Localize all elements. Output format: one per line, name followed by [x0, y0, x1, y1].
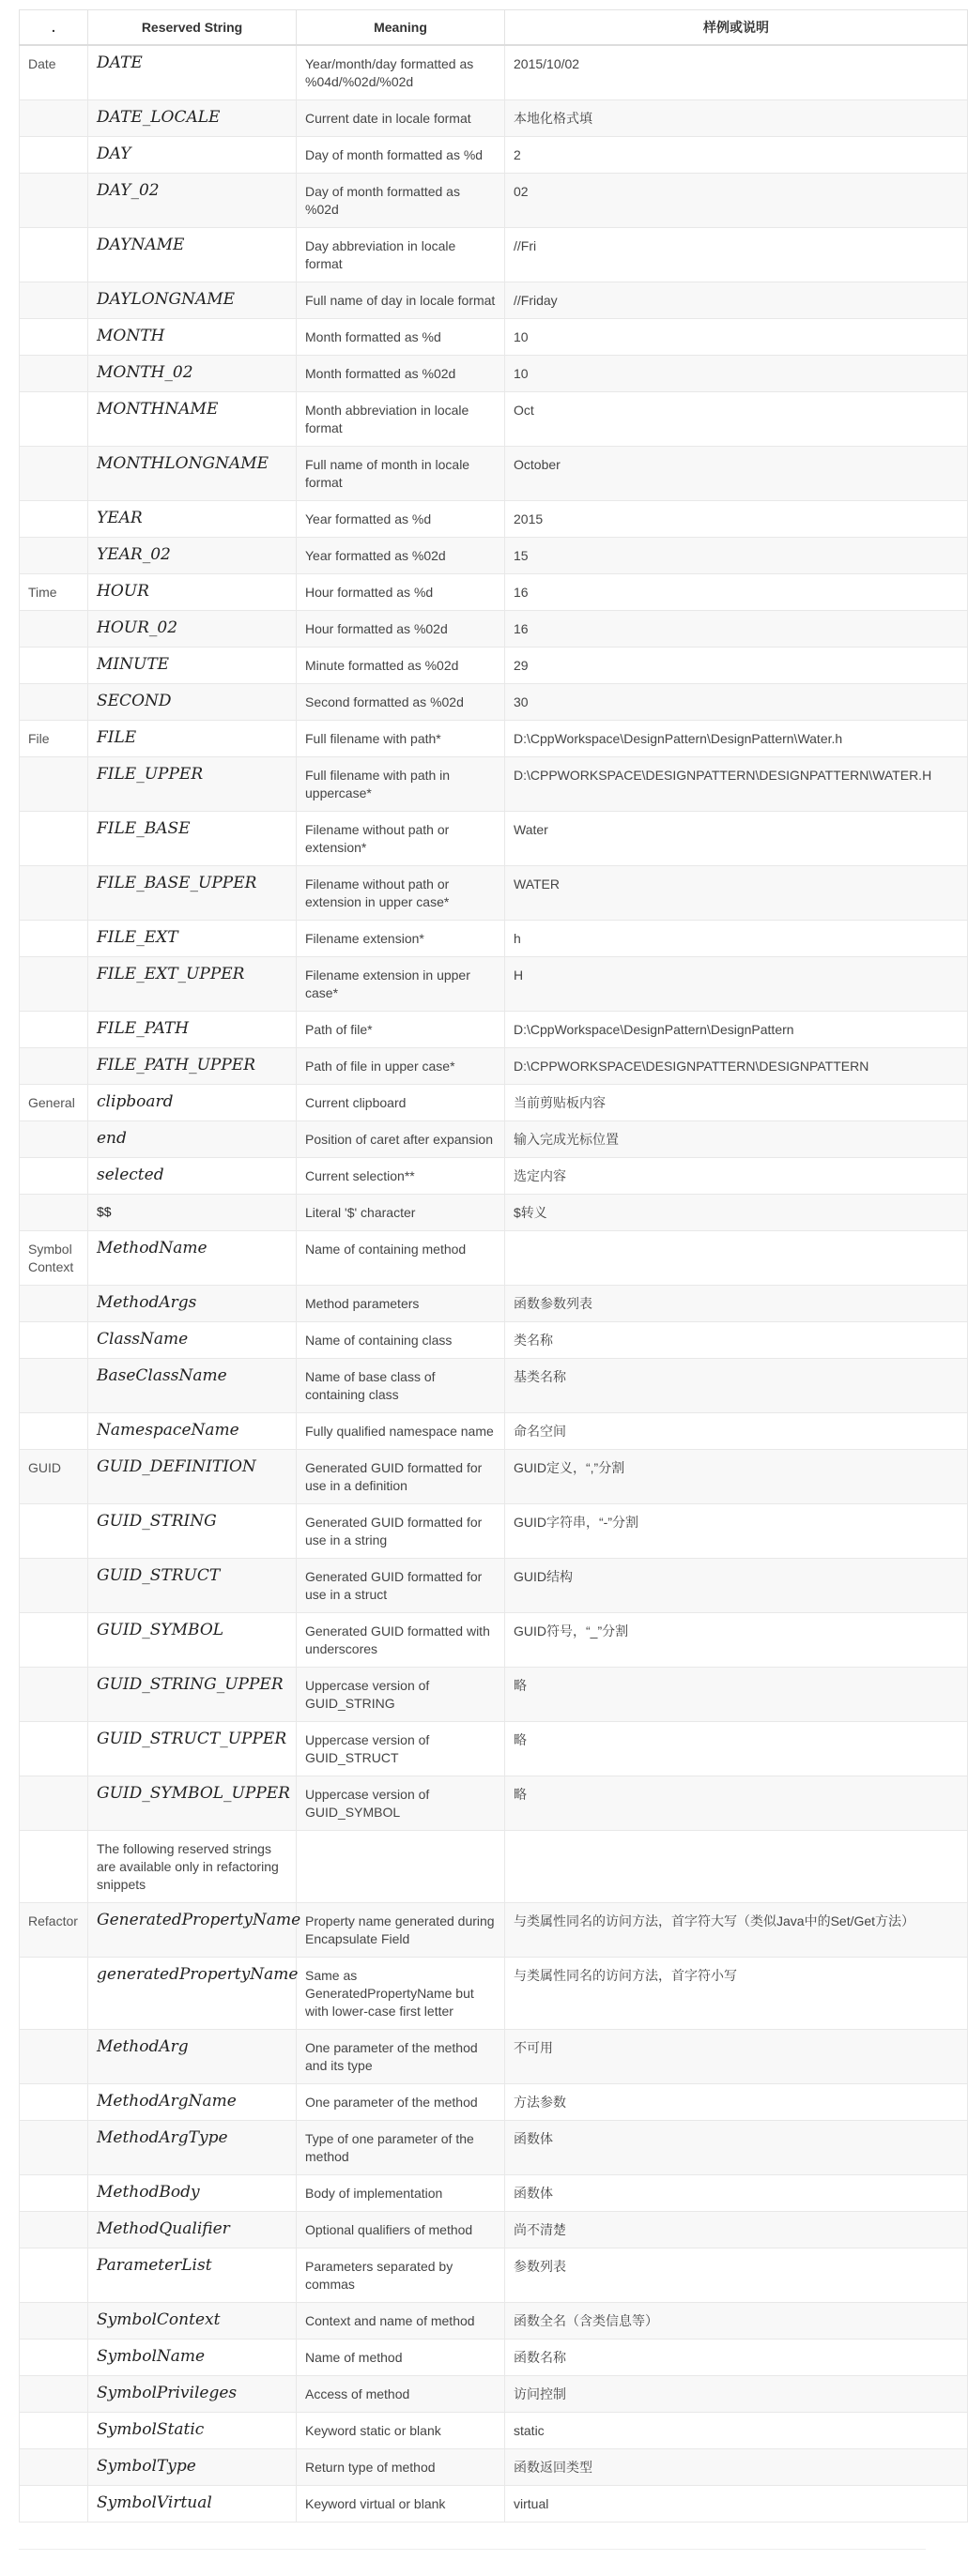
meaning-text: Literal '$' character [297, 1195, 505, 1231]
table-row [20, 319, 968, 356]
meaning-text: Return type of method [297, 2449, 505, 2486]
example-text: Water [505, 812, 968, 866]
row-category [20, 1668, 88, 1722]
meaning-text: Full name of day in locale format [297, 282, 505, 319]
table-row [20, 2212, 968, 2248]
reserved-string-name: MONTHNAME [88, 392, 297, 447]
reserved-string-name: FILE_PATH_UPPER [88, 1048, 297, 1085]
example-text: 函数名称 [505, 2340, 968, 2376]
header-category: . [20, 10, 88, 46]
meaning-text: Filename without path or extension* [297, 812, 505, 866]
example-text: 基类名称 [505, 1359, 968, 1413]
row-category [20, 1559, 88, 1613]
table-row [20, 574, 968, 611]
table-row [20, 392, 968, 447]
header-example: 样例或说明 [505, 10, 968, 46]
meaning-text: Full filename with path in uppercase* [297, 757, 505, 812]
meaning-text: Access of method [297, 2376, 505, 2413]
example-text: 略 [505, 1722, 968, 1776]
row-category [20, 2413, 88, 2449]
example-text: 函数体 [505, 2175, 968, 2212]
example-text: //Fri [505, 228, 968, 282]
reserved-string-name: GUID_STRING [88, 1504, 297, 1559]
example-text: 2015 [505, 501, 968, 538]
meaning-text: Filename extension* [297, 921, 505, 957]
example-text: 函数参数列表 [505, 1286, 968, 1322]
meaning-text: Second formatted as %02d [297, 684, 505, 721]
row-category [20, 1158, 88, 1195]
table-row [20, 2175, 968, 2212]
table-row [20, 1504, 968, 1559]
example-text: D:\CPPWORKSPACE\DESIGNPATTERN\DESIGNPATTERN [505, 1048, 968, 1085]
example-text: D:\CppWorkspace\DesignPattern\DesignPattern [505, 1012, 968, 1048]
table-row [20, 2030, 968, 2084]
row-category: File [20, 721, 88, 757]
reserved-string-name: MONTH_02 [88, 356, 297, 392]
example-text: Oct [505, 392, 968, 447]
meaning-text: Month formatted as %02d [297, 356, 505, 392]
reserved-string-name: end [88, 1121, 297, 1158]
meaning-text: Uppercase version of GUID_SYMBOL [297, 1776, 505, 1831]
table-row [20, 1722, 968, 1776]
example-text: 参数列表 [505, 2248, 968, 2303]
example-text: 命名空间 [505, 1413, 968, 1450]
table-row [20, 2449, 968, 2486]
reserved-string-name: FILE_EXT [88, 921, 297, 957]
table-row [20, 2303, 968, 2340]
table-row [20, 1413, 968, 1450]
meaning-text: Hour formatted as %d [297, 574, 505, 611]
example-text: GUID符号，“_”分割 [505, 1613, 968, 1668]
row-category [20, 2340, 88, 2376]
row-category [20, 2212, 88, 2248]
row-category [20, 319, 88, 356]
reserved-string-name: DAY_02 [88, 174, 297, 228]
meaning-text: Minute formatted as %02d [297, 648, 505, 684]
meaning-text: Parameters separated by commas [297, 2248, 505, 2303]
row-category [20, 2084, 88, 2121]
meaning-text: Uppercase version of GUID_STRING [297, 1668, 505, 1722]
meaning-text: Keyword static or blank [297, 2413, 505, 2449]
row-category [20, 447, 88, 501]
meaning-text: Current selection** [297, 1158, 505, 1195]
row-category [20, 228, 88, 282]
table-row [20, 1048, 968, 1085]
meaning-text: Full name of month in locale format [297, 447, 505, 501]
row-category [20, 684, 88, 721]
meaning-text: Body of implementation [297, 2175, 505, 2212]
example-text: 选定内容 [505, 1158, 968, 1195]
example-text: 10 [505, 319, 968, 356]
example-text: October [505, 447, 968, 501]
example-text: 函数返回类型 [505, 2449, 968, 2486]
reserved-string-name: HOUR_02 [88, 611, 297, 648]
reserved-string-name: ParameterList [88, 2248, 297, 2303]
table-row [20, 1158, 968, 1195]
example-text: GUID结构 [505, 1559, 968, 1613]
meaning-text: Keyword virtual or blank [297, 2486, 505, 2523]
row-category [20, 648, 88, 684]
meaning-text: Generated GUID formatted for use in a definition [297, 1450, 505, 1504]
example-text: 15 [505, 538, 968, 574]
row-category [20, 538, 88, 574]
meaning-text [297, 1831, 505, 1903]
table-row [20, 1012, 968, 1048]
reserved-string-name: FILE [88, 721, 297, 757]
reserved-string-name: SymbolType [88, 2449, 297, 2486]
row-category [20, 282, 88, 319]
table-row [20, 1613, 968, 1668]
example-text: GUID定义，“,”分割 [505, 1450, 968, 1504]
reserved-string-name: DATE_LOCALE [88, 100, 297, 137]
reserved-string-name: MethodArgType [88, 2121, 297, 2175]
table-row [20, 921, 968, 957]
table-row [20, 812, 968, 866]
reserved-string-name: GUID_STRUCT_UPPER [88, 1722, 297, 1776]
example-text: 与类属性同名的访问方法，首字符小写 [505, 1958, 968, 2030]
row-category [20, 1958, 88, 2030]
reserved-string-name: generatedPropertyName [88, 1958, 297, 2030]
table-row [20, 174, 968, 228]
table-row [20, 648, 968, 684]
reserved-string-name: SymbolVirtual [88, 2486, 297, 2523]
meaning-text: One parameter of the method [297, 2084, 505, 2121]
row-category [20, 757, 88, 812]
meaning-text: Fully qualified namespace name [297, 1413, 505, 1450]
meaning-text: Path of file* [297, 1012, 505, 1048]
table-row [20, 282, 968, 319]
meaning-text: Optional qualifiers of method [297, 2212, 505, 2248]
refactor-note: The following reserved strings are available only in refactoring snippets [88, 1831, 297, 1903]
row-category [20, 2175, 88, 2212]
meaning-text: Current clipboard [297, 1085, 505, 1121]
meaning-text: Generated GUID formatted for use in a struct [297, 1559, 505, 1613]
row-category [20, 957, 88, 1012]
example-text: 访问控制 [505, 2376, 968, 2413]
meaning-text: Same as GeneratedPropertyName but with lower-case first letter [297, 1958, 505, 2030]
meaning-text: Uppercase version of GUID_STRUCT [297, 1722, 505, 1776]
meaning-text: Month formatted as %d [297, 319, 505, 356]
row-category [20, 1359, 88, 1413]
table-row [20, 1559, 968, 1613]
table-row [20, 866, 968, 921]
row-category [20, 1413, 88, 1450]
example-text: $转义 [505, 1195, 968, 1231]
row-category [20, 174, 88, 228]
reserved-string-name: GUID_DEFINITION [88, 1450, 297, 1504]
example-text: virtual [505, 2486, 968, 2523]
row-category [20, 2376, 88, 2413]
row-category: Symbol Context [20, 1231, 88, 1286]
row-category [20, 2248, 88, 2303]
reserved-string-name: $$ [88, 1195, 297, 1231]
example-text: WATER [505, 866, 968, 921]
example-text: 2015/10/02 [505, 45, 968, 100]
reserved-string-name: clipboard [88, 1085, 297, 1121]
table-body [20, 45, 968, 2523]
row-category: General [20, 1085, 88, 1121]
table-row [20, 721, 968, 757]
table-row [20, 2248, 968, 2303]
example-text: //Friday [505, 282, 968, 319]
meaning-text: One parameter of the method and its type [297, 2030, 505, 2084]
header-meaning: Meaning [297, 10, 505, 46]
row-category [20, 2030, 88, 2084]
table-row [20, 45, 968, 100]
reserved-string-name: MINUTE [88, 648, 297, 684]
meaning-text: Path of file in upper case* [297, 1048, 505, 1085]
row-category [20, 100, 88, 137]
table-row [20, 228, 968, 282]
reserved-string-name: selected [88, 1158, 297, 1195]
table-row [20, 447, 968, 501]
table-row [20, 2486, 968, 2523]
example-text: 方法参数 [505, 2084, 968, 2121]
table-row [20, 1831, 968, 1903]
reserved-string-name: MethodBody [88, 2175, 297, 2212]
reserved-string-name: DAY [88, 137, 297, 174]
reserved-string-name: FILE_EXT_UPPER [88, 957, 297, 1012]
meaning-text: Context and name of method [297, 2303, 505, 2340]
table-row [20, 1668, 968, 1722]
meaning-text: Generated GUID formatted with underscores [297, 1613, 505, 1668]
row-category [20, 1776, 88, 1831]
table-row [20, 137, 968, 174]
reserved-string-name: GUID_SYMBOL [88, 1613, 297, 1668]
meaning-text: Current date in locale format [297, 100, 505, 137]
reserved-string-name: MethodArg [88, 2030, 297, 2084]
table-row [20, 356, 968, 392]
table-row [20, 2084, 968, 2121]
row-category [20, 501, 88, 538]
reserved-string-name: DAYLONGNAME [88, 282, 297, 319]
reserved-string-name: GeneratedPropertyName [88, 1903, 297, 1958]
header-reserved-string: Reserved String [88, 10, 297, 46]
row-category [20, 1504, 88, 1559]
reserved-string-name: MONTHLONGNAME [88, 447, 297, 501]
example-text: 类名称 [505, 1322, 968, 1359]
reserved-string-name: NamespaceName [88, 1413, 297, 1450]
table-row [20, 1776, 968, 1831]
example-text [505, 1231, 968, 1286]
reserved-string-name: FILE_PATH [88, 1012, 297, 1048]
row-category [20, 1195, 88, 1231]
table-row [20, 1450, 968, 1504]
example-text: 当前剪贴板内容 [505, 1085, 968, 1121]
row-category [20, 2121, 88, 2175]
row-category [20, 866, 88, 921]
example-text: 与类属性同名的访问方法，首字符大写（类似Java中的Set/Get方法） [505, 1903, 968, 1958]
row-category [20, 921, 88, 957]
reserved-string-name: MethodArgName [88, 2084, 297, 2121]
reserved-string-name: SymbolStatic [88, 2413, 297, 2449]
table-row [20, 757, 968, 812]
table-row [20, 538, 968, 574]
reserved-string-name: MethodArgs [88, 1286, 297, 1322]
example-text: GUID字符串，“-”分割 [505, 1504, 968, 1559]
reserved-string-name: GUID_STRING_UPPER [88, 1668, 297, 1722]
reserved-string-name: BaseClassName [88, 1359, 297, 1413]
table-row [20, 1903, 968, 1958]
table-row [20, 1286, 968, 1322]
meaning-text: Day abbreviation in locale format [297, 228, 505, 282]
meaning-text: Property name generated during Encapsulate Field [297, 1903, 505, 1958]
table-row [20, 2413, 968, 2449]
meaning-text: Name of containing class [297, 1322, 505, 1359]
reserved-string-name: GUID_SYMBOL_UPPER [88, 1776, 297, 1831]
row-category [20, 1121, 88, 1158]
row-category: Time [20, 574, 88, 611]
example-text: h [505, 921, 968, 957]
meaning-text: Name of containing method [297, 1231, 505, 1286]
table-row [20, 2376, 968, 2413]
table-row [20, 1195, 968, 1231]
reserved-string-name: SymbolName [88, 2340, 297, 2376]
reserved-strings-table [19, 9, 968, 2523]
meaning-text: Day of month formatted as %d [297, 137, 505, 174]
row-category: Refactor [20, 1903, 88, 1958]
example-text: 16 [505, 574, 968, 611]
example-text: H [505, 957, 968, 1012]
meaning-text: Year formatted as %02d [297, 538, 505, 574]
example-text: D:\CPPWORKSPACE\DESIGNPATTERN\DESIGNPATTERN\WATER.H [505, 757, 968, 812]
reserved-string-name: SymbolPrivileges [88, 2376, 297, 2413]
example-text: 30 [505, 684, 968, 721]
reserved-string-name: FILE_BASE [88, 812, 297, 866]
example-text: D:\CppWorkspace\DesignPattern\DesignPattern\Water.h [505, 721, 968, 757]
reserved-string-name: SymbolContext [88, 2303, 297, 2340]
example-text: 函数体 [505, 2121, 968, 2175]
table-row [20, 1231, 968, 1286]
reserved-string-name: SECOND [88, 684, 297, 721]
example-text: 02 [505, 174, 968, 228]
row-category [20, 812, 88, 866]
meaning-text: Generated GUID formatted for use in a string [297, 1504, 505, 1559]
meaning-text: Position of caret after expansion [297, 1121, 505, 1158]
row-category [20, 2486, 88, 2523]
table-row [20, 1958, 968, 2030]
row-category [20, 1286, 88, 1322]
row-category [20, 1012, 88, 1048]
row-category [20, 1613, 88, 1668]
reserved-string-name: FILE_BASE_UPPER [88, 866, 297, 921]
table-row [20, 501, 968, 538]
divider [19, 2549, 926, 2550]
example-text: 函数全名（含类信息等） [505, 2303, 968, 2340]
reserved-strings-table-container [19, 9, 932, 2512]
row-category: GUID [20, 1450, 88, 1504]
row-category [20, 1831, 88, 1903]
reserved-string-name: YEAR_02 [88, 538, 297, 574]
reserved-string-name: MONTH [88, 319, 297, 356]
table-header-row [20, 10, 968, 46]
example-text: 略 [505, 1668, 968, 1722]
table-row [20, 100, 968, 137]
table-row [20, 1121, 968, 1158]
example-text: 尚不清楚 [505, 2212, 968, 2248]
meaning-text: Filename extension in upper case* [297, 957, 505, 1012]
table-row [20, 1322, 968, 1359]
reserved-string-name: DAYNAME [88, 228, 297, 282]
row-category [20, 2303, 88, 2340]
example-text: static [505, 2413, 968, 2449]
reserved-string-name: YEAR [88, 501, 297, 538]
reserved-string-name: ClassName [88, 1322, 297, 1359]
table-row [20, 684, 968, 721]
table-row [20, 2121, 968, 2175]
meaning-text: Filename without path or extension in upper case* [297, 866, 505, 921]
example-text: 本地化格式填 [505, 100, 968, 137]
reserved-string-name: GUID_STRUCT [88, 1559, 297, 1613]
meaning-text: Name of base class of containing class [297, 1359, 505, 1413]
row-category [20, 611, 88, 648]
example-text: 输入完成光标位置 [505, 1121, 968, 1158]
reserved-string-name: FILE_UPPER [88, 757, 297, 812]
meaning-text: Name of method [297, 2340, 505, 2376]
meaning-text: Year formatted as %d [297, 501, 505, 538]
row-category [20, 2449, 88, 2486]
example-text: 10 [505, 356, 968, 392]
example-text: 29 [505, 648, 968, 684]
meaning-text: Hour formatted as %02d [297, 611, 505, 648]
row-category [20, 1722, 88, 1776]
table-row [20, 2340, 968, 2376]
meaning-text: Full filename with path* [297, 721, 505, 757]
row-category [20, 392, 88, 447]
row-category [20, 1322, 88, 1359]
reserved-string-name: DATE [88, 45, 297, 100]
reserved-string-name: MethodQualifier [88, 2212, 297, 2248]
meaning-text: Type of one parameter of the method [297, 2121, 505, 2175]
row-category [20, 137, 88, 174]
meaning-text: Year/month/day formatted as %04d/%02d/%02d [297, 45, 505, 100]
meaning-text: Method parameters [297, 1286, 505, 1322]
example-text: 2 [505, 137, 968, 174]
meaning-text: Day of month formatted as %02d [297, 174, 505, 228]
example-text [505, 1831, 968, 1903]
row-category [20, 356, 88, 392]
table-row [20, 1085, 968, 1121]
table-row [20, 1359, 968, 1413]
example-text: 略 [505, 1776, 968, 1831]
reserved-string-name: MethodName [88, 1231, 297, 1286]
row-category: Date [20, 45, 88, 100]
table-row [20, 957, 968, 1012]
row-category [20, 1048, 88, 1085]
reserved-string-name: HOUR [88, 574, 297, 611]
table-row [20, 611, 968, 648]
example-text: 不可用 [505, 2030, 968, 2084]
meaning-text: Month abbreviation in locale format [297, 392, 505, 447]
example-text: 16 [505, 611, 968, 648]
